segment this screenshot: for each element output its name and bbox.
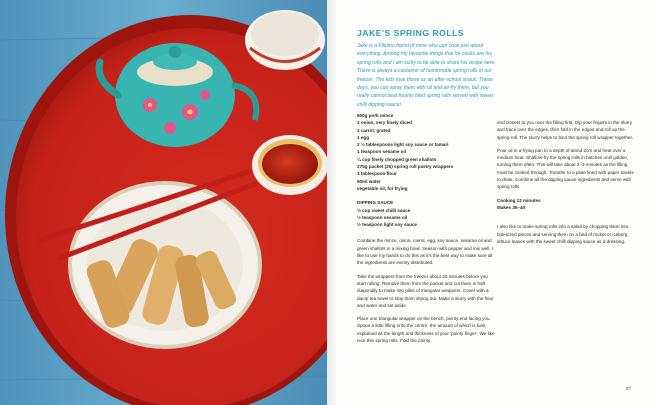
sweet-chilli-sauce xyxy=(262,144,318,184)
method-step: Place one triangular wrapper on the bench, pointy end facing you. Spoon a little filling onto the centre, the amount of which is best explained as the length and thickness of your 'pointy finger'. We like nice thin spring rolls. Fold the pointy xyxy=(357,316,495,344)
method-step: Take the wrappers from the freezer about 20 minutes before you start rolling. Remove them from the packet and cut them in half diagonally to make into piles of triangular wrappers. Cover with a damp tea towel to stop them drying out. Make a slurry with the flour and water and set aside. xyxy=(357,273,494,308)
sauce-heading: DIPPING SAUCE xyxy=(357,200,394,206)
spring-rolls-illustration xyxy=(0,0,327,405)
sauce-ingredient-item: ½ teaspoon sesame oil xyxy=(357,214,408,220)
recipe-title: JAKE'S SPRING ROLLS xyxy=(357,28,465,38)
method-step: Combine the mince, onion, carrot, egg, soy sauce, sesame oil and green shallots in a mixing bowl. Season with pepper and mix well. I like to use my hands to do this as it's the best way to make sure all the ingredients are evenly distributed. xyxy=(357,238,494,266)
food-photo xyxy=(0,0,327,405)
right-column xyxy=(497,119,637,251)
sauce-ingredient-item: ½ teaspoon light soy sauce xyxy=(357,222,417,228)
makes-quantity: Makes 35–40 xyxy=(497,204,526,210)
method-step: Pour oil in a frying pan to a depth of about 2cm and heat over a medium heat. Shallow-fry the spring rolls in batches until golden, turning them often. This will take about 2–3 minutes as the filling must be cooked through. Transfer to a plate lined with paper towels to drain. Combine all the dipping sauce ingredients and serve with spring rolls. xyxy=(497,147,634,190)
serving-note: I also like to make spring rolls into a salad by chopping them into bite-sized pieces and serving them on a bed of rocket or iceberg lettuce leaves with the sweet chilli dipping sauce as a dressing. xyxy=(497,224,629,244)
cooking-time: Cooking 12 minutes xyxy=(497,197,541,203)
sauce-ingredients-list xyxy=(357,207,497,229)
ingredient-item: 1 carrot, grated xyxy=(357,127,391,133)
ingredient-item: 500g pork mince xyxy=(357,113,394,118)
ingredient-item: ¼ cup finely chopped green shallots xyxy=(357,156,437,162)
page-number: 87 xyxy=(625,386,631,391)
ingredient-item: 1 egg xyxy=(357,134,369,140)
ingredient-item: 1 tablespoon flour xyxy=(357,171,397,177)
ingredient-item: 1 onion, very finely diced xyxy=(357,120,412,126)
sauce-ingredient-item: ½ cup sweet chilli sauce xyxy=(357,207,411,213)
recipe-page xyxy=(327,0,657,405)
ingredient-item: vegetable oil, for frying xyxy=(357,185,408,191)
ingredient-item: 2 ½ tablespoons light soy sauce or tamari xyxy=(357,142,449,148)
left-column xyxy=(357,112,497,350)
ingredients-list xyxy=(357,112,497,192)
recipe-intro: Jake is a Filipino friend of mine who can cook just about everything. Among my favourite things that he cooks are his spring rolls and I am lucky to be able to share his recipe here. There is always a container of homemade spring rolls in our freezer. The kids love these as an after-school snack. These days, you can spray them with oil and air-fry them, but you really cannot beat freshly fried spring rolls served with sweet chilli dipping sauce! xyxy=(357,43,496,108)
ingredient-item: 1 teaspoon sesame oil xyxy=(357,149,407,155)
ingredient-item: 275g packet (20) spring roll pastry wrappers xyxy=(357,164,454,170)
book-gutter xyxy=(327,0,337,405)
ingredient-item: 50ml water xyxy=(357,178,381,184)
method-step: end closest to you over the filling first. Dip your fingers in the slurry and trace over the edges, then fold in the edges and roll up the spring roll. The slurry helps to bind the spring roll wrapper together. xyxy=(497,120,634,140)
